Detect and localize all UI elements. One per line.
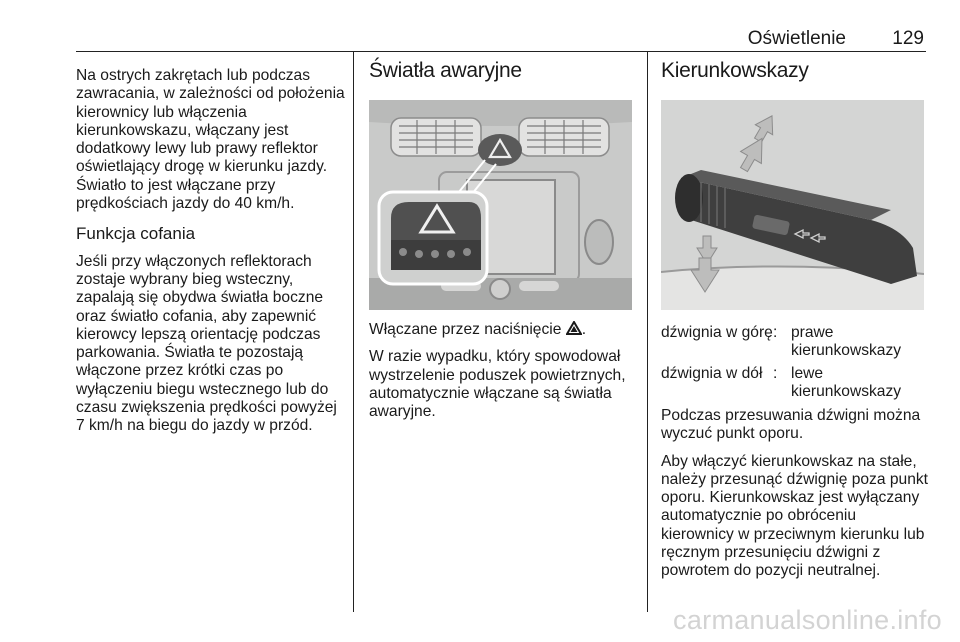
subheading-reverse-function: Funkcja cofania	[76, 224, 196, 244]
page-header	[76, 28, 924, 50]
header-rule	[76, 51, 926, 52]
definition-term: dźwignia w górę	[661, 324, 773, 341]
definition-row	[661, 324, 929, 361]
definition-row	[661, 365, 929, 402]
watermark: carmanualsonline.info	[673, 605, 942, 635]
hazard-airbag-paragraph: W razie wypadku, który spowodował wystrzelenie poduszek powietrznych, automatycznie włączane są światła awaryjne.	[369, 348, 626, 421]
reverse-function-paragraph: Jeśli przy włączonych reflektorach zostaje wybrany bieg wsteczny, zapalają się obydwa światła boczne oraz światło cofania, aby zapewnić kierowcy lepszą orientację podczas parkowania. Światła te pozostają włączone przez krótki czas po wyłączeniu biegu wstecznego lub do czasu zwiększenia prędkości powyżej 7 km/h na biegu do jazdy w przód.	[76, 252, 337, 435]
column-divider-right	[647, 52, 648, 612]
page-number: 129	[892, 28, 924, 49]
hazard-caption-block	[369, 321, 637, 430]
definition-colon: :	[773, 364, 778, 382]
definition-term: dźwignia w dół	[661, 364, 763, 382]
resistance-point-paragraph: Podczas przesuwania dźwigni można wyczuć punkt oporu.	[661, 407, 921, 443]
turn-signal-lever-illustration	[661, 100, 924, 310]
hazard-triangle-icon	[566, 321, 582, 335]
definition-desc: prawe kierunkowskazy	[791, 324, 902, 360]
hazard-switch-illustration	[369, 100, 632, 310]
section-title: Oświetlenie	[747, 28, 846, 49]
hazard-caption	[369, 321, 637, 339]
column-middle	[369, 59, 637, 82]
turn-signal-definitions	[661, 324, 929, 405]
column-divider-left	[353, 52, 354, 612]
column-left	[76, 67, 346, 446]
hazard-caption-text: Włączane przez naciśnięcie	[369, 321, 562, 338]
definition-desc: lewe kierunkowskazy	[791, 364, 902, 400]
column-right	[661, 59, 933, 82]
hazard-caption-end: .	[581, 321, 587, 338]
heading-turn-signals: Kierunkowskazy	[661, 59, 809, 82]
definition-colon: :	[773, 324, 778, 341]
heading-hazard-lights: Światła awaryjne	[369, 59, 522, 82]
permanent-signal-paragraph: Aby włączyć kierunkowskaz na stałe, należy przesunąć dźwignię poza punkt oporu. Kierunkowskaz jest wyłączany automatycznie po obróceniu kierownicy w przeciwnym kierunku lub ręcznym przesunięciu dźwigni z powrotem do pozycji neutralnej.	[661, 452, 928, 580]
turn-signal-text	[661, 407, 933, 590]
intro-paragraph: Na ostrych zakrętach lub podczas zawracania, w zależności od położenia kierownicy lub włączenia kierunkowskazu, włączany jest dodatkowy lewy lub prawy reflektor oświetlający drogę w kierunku jazdy. Światło to jest włączane przy prędkościach jazdy do 40 km/h.	[76, 67, 345, 213]
